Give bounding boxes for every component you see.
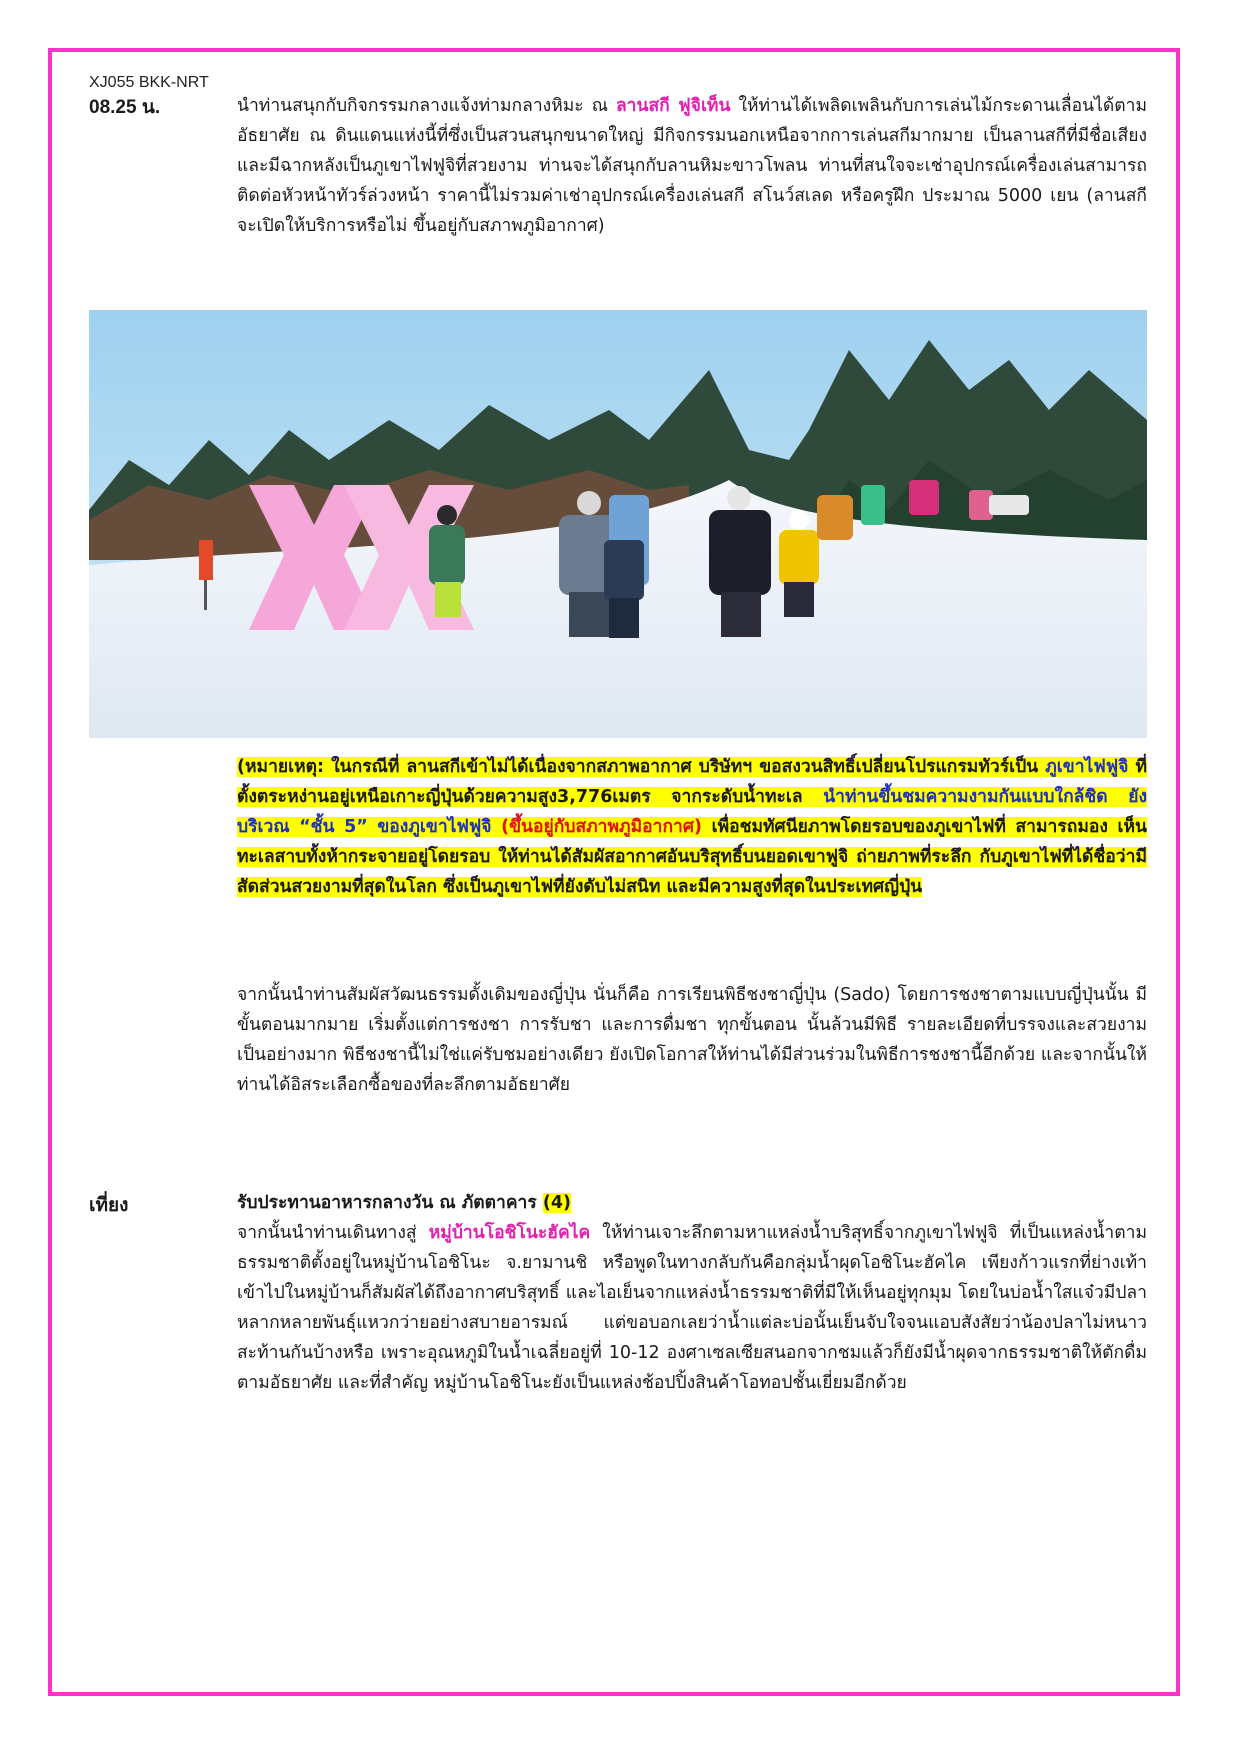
tea-text: จากนั้นนำท่านสัมผัสวัฒนธรรมดั้งเดิมของญี่ปุ่น นั่นก็คือ การเรียนพิธีชงชาญี่ปุ่น (Sado) โดยการชงชาตามแบบญี่ปุ่นนั้น มีขั้นตอนมากมาย เริ่มตั้งแต่การชงชา การรับชา และการดื่มชา ทุกขั้นตอน นั้นล้วนมีพิธี รายละเอียดที่บรรจงและสวยงามเป็นอย่างมาก พิธีชงชานี้ไม่ใช่แค่รับชมอย่างเดียว ยังเปิดโอกาสให้ท่านได้มีส่วนร่วมในพิธีการชงชานี้อีกด้วย และจากนั้นให้ท่านได้อิสระเลือกซื้อของที่ละลึกตามอัธยาศัย (237, 985, 1147, 1095)
lunch-title: รับประทานอาหารกลางวัน ณ ภัตตาคาร (237, 1193, 543, 1213)
note-text: เพื่อชมทัศนียภาพโดยรอบของภูเขาไฟที่ สามารถมอง เห็นทะเลสาบทั้งห้ากระจายอยู่โดยรอบ ให้ท่านได้สัมผัสอากาศอันบริสุทธิ์บนยอดเขาฟูจิ ถ่ายภาพที่ระลึก กับภูเขาไฟที่ได้ชื่อว่ามีสัดส่วนสวยงามที่สุดในโลก ซึ่งเป็นภูเขาไฟที่ยังดับไม่สนิท และมีความสูงที่สุดในประเทศญี่ปุ่น (237, 817, 1147, 897)
tea-ceremony-paragraph (237, 980, 1147, 1100)
ski-slope-photo (89, 310, 1147, 738)
ski-resort-paragraph (237, 91, 1147, 241)
fuji-name: ภูเขาไฟฟูจิ (1045, 757, 1129, 777)
flight-code: XJ055 BKK-NRT (89, 74, 209, 91)
note-body (237, 752, 1147, 902)
text: ให้ท่านเจาะลึกตามหาแหล่งน้ำบริสุทธิ์จากภูเขาไฟฟูจิ ที่เป็นแหล่งน้ำตามธรรมชาติตั้งอยู่ในหมู่บ้านโอชิโนะ จ.ยามานชิ หรือพูดในทางกลับกันคือกลุ่มน้ำผุดโอชิโนะฮัคไค เพียงก้าวแรกที่ย่างเท้าเข้าไปในหมู่บ้านก็สัมผัสได้ถึงอากาศบริสุทธิ์ และไอเย็นจากแหล่งน้ำธรรมชาติที่มีให้เห็นอยู่ทุกมุม โดยในบ่อน้ำใสแจ๋วมีปลาหลากหลายพันธุ์แหวกว่ายอย่างสบายอารมณ์ แต่ขอบอกเลยว่าน้ำแต่ละบ่อนั้นเย็นจับใจจนแอบสังสัยว่าน้องปลาไม่หนาวสะท้านกันบ้างหรือ เพราะอุณหภูมิในน้ำเฉลี่ยอยู่ที่ 10-12 องศาเซลเซียสนอกจากชมแล้วก็ยังมีน้ำผุดจากธรรมชาติให้ตักดื่มตามอัธยาศัย และที่สำคัญ หมู่บ้านโอชิโนะยังเป็นแหล่งช้อปปิ้งสินค้าโอทอปชั้นเยี่ยมอีกด้วย (237, 1223, 1147, 1393)
lunch-section (237, 1188, 1147, 1398)
text: จากนั้นนำท่านเดินทางสู่ (237, 1223, 429, 1243)
note-text-blue: นำท่านขึ้นชมความงามกันแบบใกล้ชิด ยังบริเวณ “ชั้น 5” ของภูเขาไฟฟูจิ (237, 787, 1148, 837)
time-0825: 08.25 น. (89, 97, 161, 118)
place-name: ลานสกี ฟูจิเท็น (615, 96, 731, 116)
text: นำท่านสนุกกับกิจกรรมกลางแจ้งท่ามกลางหิมะ ณ (237, 96, 616, 116)
note-text: ที่ตั้งตระหง่านอยู่เหนือเกาะญี่ปุ่นด้วยความสูง3,776เมตร จากระดับน้ำทะเล (237, 757, 1147, 807)
time-lunch: เที่ยง (89, 1195, 129, 1216)
text: ให้ท่านได้เพลิดเพลินกับการเล่นไม้กระดานเลื่อนได้ตามอัธยาศัย ณ ดินแดนแห่งนี้ที่ซึ่งเป็นสวนสนุกขนาดใหญ่ มีกิจกรรมนอกเหนือจากการเล่นสกีมากมาย เป็นลานสกีที่มีชื่อเสียงและมีฉากหลังเป็นภูเขาไฟฟูจิที่สวยงาม ท่านจะได้สนุกกับลานหิมะขาวโพลน ท่านที่สนใจจะเช่าอุปกรณ์เครื่องเล่นสามารถติดต่อหัวหน้าทัวร์ล่วงหน้า ราคานี้ไม่รวมค่าเช่าอุปกรณ์เครื่องเล่นสกี สโนว์สเลด หรือครูฝึก ประมาณ 5000 เยน (ลานสกีจะเปิดให้บริการหรือไม่ ขึ้นอยู่กับสภาพภูมิอากาศ) (237, 96, 1147, 236)
note-text: (หมายเหตุ: ในกรณีที่ ลานสกีเข้าไม่ได้เนื่องจากสภาพอากาศ บริษัทฯ ขอสงวนสิทธิ์เปลี่ยนโปรแกรมทัวร์เป็น (237, 757, 1046, 777)
place-name: หมู่บ้านโอชิโนะฮัคไค (428, 1223, 591, 1243)
note-text-red: (ขึ้นอยู่กับสภาพภูมิอากาศ) (501, 817, 702, 837)
meal-number: (4) (542, 1193, 572, 1213)
